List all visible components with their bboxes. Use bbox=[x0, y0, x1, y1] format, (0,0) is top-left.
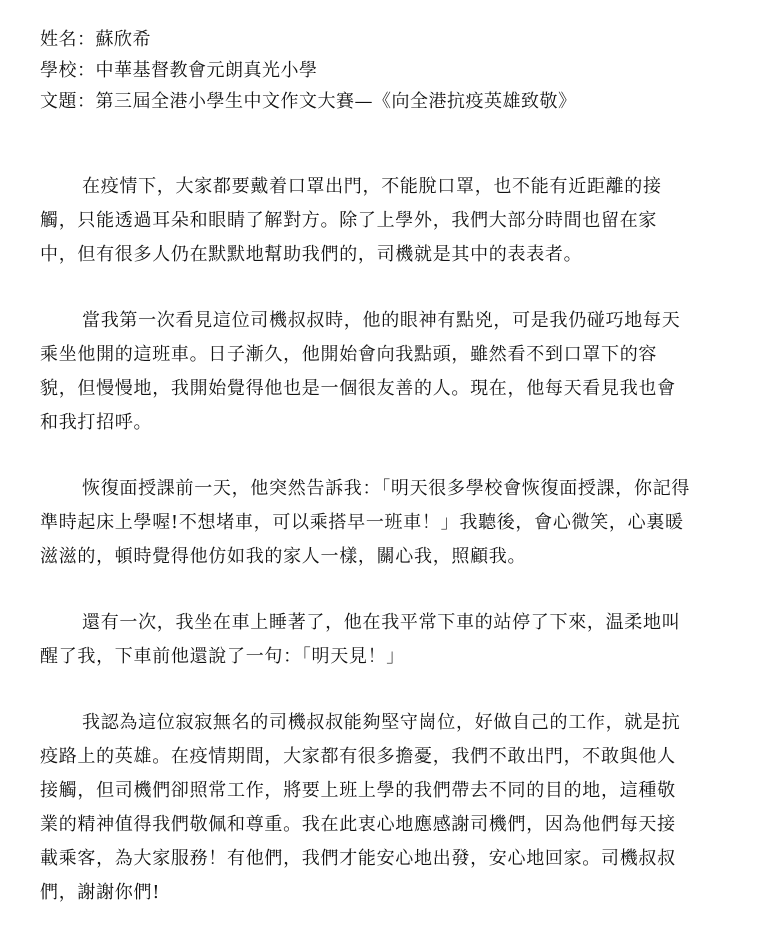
paragraph-5 bbox=[40, 706, 732, 910]
text-line: 我認為這位寂寂無名的司機叔叔能夠堅守崗位，好做自己的工作，就是抗 bbox=[82, 712, 681, 733]
paragraph-2 bbox=[40, 304, 732, 440]
text-line: 在疫情下，大家都要戴着口罩出門，不能脫口罩，也不能有近距離的接 bbox=[82, 176, 662, 197]
text-line: 恢復面授課前一天，他突然告訴我：「明天很多學校會恢復面授課，你記得 bbox=[82, 478, 691, 499]
essay-title-line: 文題：第三屆全港小學生中文作文大賽—《向全港抗疫英雄致敬》 bbox=[40, 91, 577, 112]
text-line: 當我第一次看見這位司機叔叔時，他的眼神有點兇，可是我仍碰巧地每天 bbox=[82, 310, 681, 331]
author-name-line: 姓名：蘇欣希 bbox=[40, 29, 151, 50]
paragraph-3 bbox=[40, 472, 732, 574]
paragraph-1 bbox=[40, 170, 732, 272]
text-line: 們，謝謝你們! bbox=[40, 882, 161, 903]
text-line: 準時起床上學喔!不想堵車，可以乘搭早一班車！」我聽後，會心微笑，心裏暖 bbox=[40, 512, 684, 533]
paragraph-4 bbox=[40, 606, 732, 674]
text-line: 貌，但慢慢地，我開始覺得他也是一個很友善的人。現在，他每天看見我也會 bbox=[40, 378, 676, 399]
school-line: 學校：中華基督教會元朗真光小學 bbox=[40, 60, 318, 81]
text-line: 接觸，但司機們卻照常工作，將要上班上學的我們帶去不同的目的地，這種敬 bbox=[40, 780, 676, 801]
text-line: 疫路上的英雄。在疫情期間，大家都有很多擔憂，我們不敢出門，不敢與他人 bbox=[40, 746, 676, 767]
essay-header bbox=[40, 24, 740, 117]
essay-body bbox=[40, 170, 732, 942]
text-line: 觸，只能透過耳朵和眼睛了解對方。除了上學外，我們大部分時間也留在家 bbox=[40, 210, 658, 231]
text-line: 滋滋的，頓時覺得他仿如我的家人一樣，關心我，照顧我。 bbox=[40, 546, 527, 567]
text-line: 還有一次，我坐在車上睡著了，他在我平常下車的站停了下來，温柔地叫 bbox=[82, 612, 681, 633]
text-line: 業的精神值得我們敬佩和尊重。我在此衷心地應感謝司機們，因為他們每天接 bbox=[40, 814, 676, 835]
text-line: 載乘客，為大家服務！有他們，我們才能安心地出發，安心地回家。司機叔叔 bbox=[40, 848, 676, 869]
text-line: 中，但有很多人仍在默默地幫助我們的，司機就是其中的表表者。 bbox=[40, 244, 583, 265]
text-line: 乘坐他開的這班車。日子漸久，他開始會向我點頭，雖然看不到口罩下的容 bbox=[40, 344, 658, 365]
text-line: 和我打招呼。 bbox=[40, 412, 153, 433]
text-line: 醒了我，下車前他還說了一句：「明天見！」 bbox=[40, 646, 405, 667]
